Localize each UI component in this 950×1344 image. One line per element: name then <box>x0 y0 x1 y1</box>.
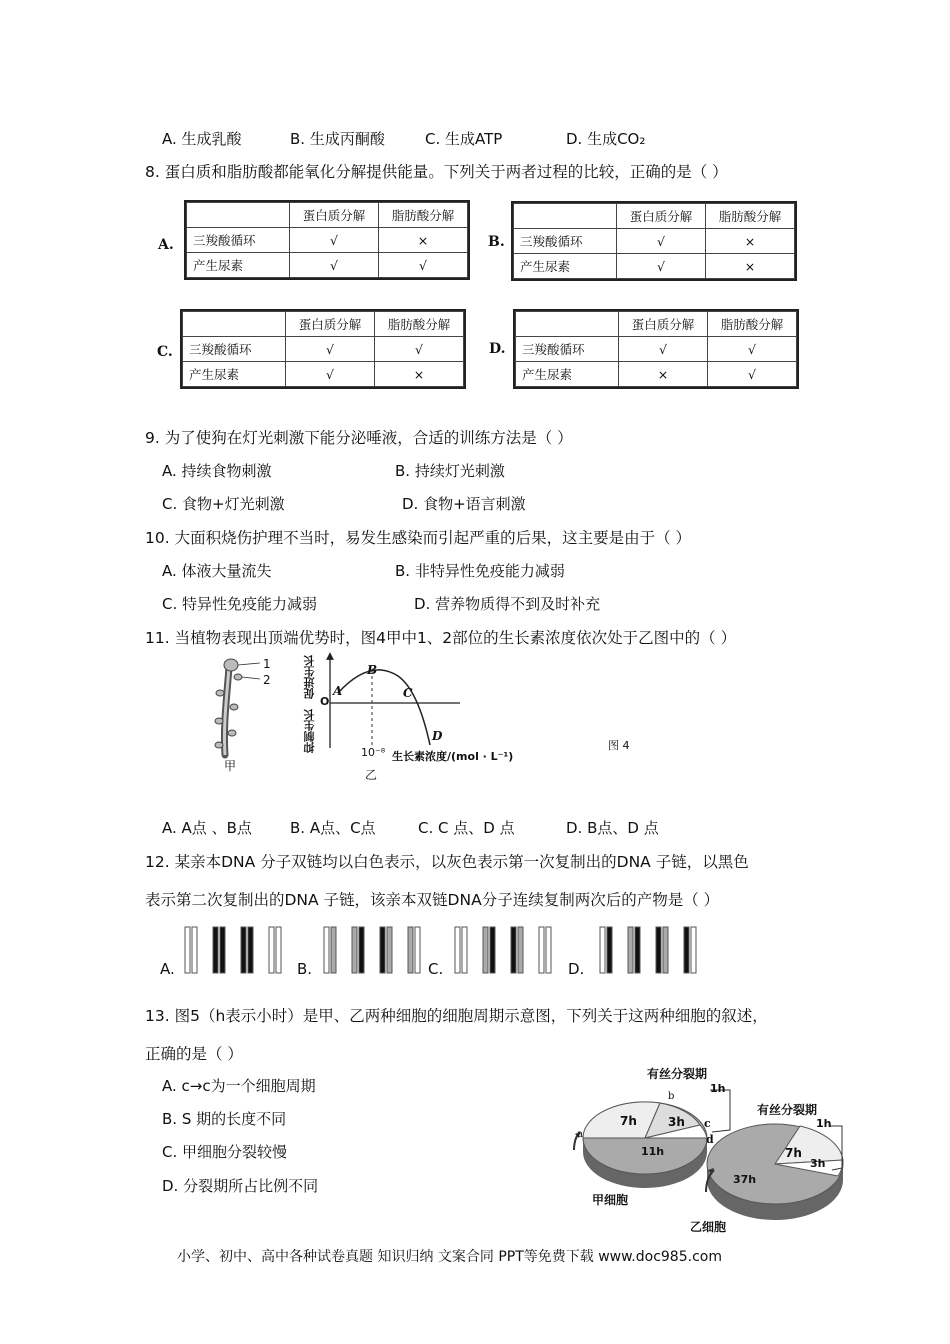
cell1-time-11h: 11h <box>641 1145 665 1158</box>
cell: × <box>379 228 468 253</box>
plant-label-2: 2 <box>263 673 271 687</box>
footer-text: 小学、初中、高中各种试卷真题 知识归纳 文案合同 PPT等免费下载 www.doc985.com <box>177 1249 722 1265</box>
row-label-tca: 三羧酸循环 <box>516 337 619 362</box>
dna-option-d <box>598 925 708 975</box>
cell: √ <box>617 229 706 254</box>
q13-stem-line1: 13. 图5（h表示小时）是甲、乙两种细胞的细胞周期示意图，下列关于这两种细胞的叙述， <box>145 1007 768 1025</box>
q10-stem: 10. 大面积烧伤护理不当时，易发生感染而引起严重的后果，这主要是由于（ ） <box>145 529 692 547</box>
cell: √ <box>708 337 797 362</box>
point-b-label: b <box>668 1091 675 1102</box>
q10-option-a: A. 体液大量流失 <box>162 562 272 580</box>
row-label-tca: 三羧酸循环 <box>183 337 286 362</box>
header-fatty-acid: 脂肪酸分解 <box>375 312 464 337</box>
point-d-label: d <box>706 1133 714 1146</box>
q11-option-c: C. C 点、D 点 <box>418 819 515 837</box>
q8-table-c-label: C. <box>157 344 173 360</box>
cell: √ <box>619 337 708 362</box>
cell: √ <box>617 254 706 279</box>
dna-option-b <box>322 925 432 975</box>
q8-table-d <box>513 309 799 389</box>
cell: √ <box>286 362 375 387</box>
q9-option-c: C. 食物+灯光刺激 <box>162 495 285 513</box>
x-axis-label: 生长素浓度/(mol · L⁻¹) <box>392 750 514 763</box>
q12-option-b-label: B. <box>297 960 313 978</box>
header-fatty-acid: 脂肪酸分解 <box>379 203 468 228</box>
graph-caption: 乙 <box>365 768 378 782</box>
cell: √ <box>375 337 464 362</box>
q13-stem-line2: 正确的是（ ） <box>145 1045 243 1063</box>
q13-option-a: A. c→c为一个细胞周期 <box>162 1077 316 1095</box>
cell: × <box>619 362 708 387</box>
q9-option-d: D. 食物+语言刺激 <box>402 495 526 513</box>
q10-option-b: B. 非特异性免疫能力减弱 <box>395 562 565 580</box>
q9-stem: 9. 为了使狗在灯光刺激下能分泌唾液，合适的训练方法是（ ） <box>145 429 573 447</box>
cell2-time-1h: 1h <box>816 1117 832 1130</box>
cell1-time-7h: 7h <box>620 1114 637 1128</box>
plant-caption: 甲 <box>224 759 237 773</box>
mitosis-label-1: 有丝分裂期 <box>647 1067 708 1081</box>
figure-4-label: 图 4 <box>608 739 630 752</box>
cell1-time-1h: 1h <box>710 1082 726 1095</box>
header-protein: 蛋白质分解 <box>617 204 706 229</box>
cell2-time-7h: 7h <box>785 1146 802 1160</box>
q7-option-d: D. 生成CO₂ <box>566 130 646 148</box>
q8-stem: 8. 蛋白质和脂肪酸都能氧化分解提供能量。下列关于两者过程的比较，正确的是（ ） <box>145 163 728 181</box>
tick-label: 10⁻⁸ <box>361 746 386 759</box>
cell: × <box>375 362 464 387</box>
q13-option-b: B. S 期的长度不同 <box>162 1110 287 1128</box>
point-d: D <box>432 729 443 743</box>
plant-figure <box>205 655 285 775</box>
row-label-urea: 产生尿素 <box>516 362 619 387</box>
dna-option-c <box>453 925 563 975</box>
cell2-time-37h: 37h <box>733 1173 757 1186</box>
cell: × <box>706 254 795 279</box>
plant-label-1: 1 <box>263 657 271 671</box>
q10-option-d: D. 营养物质得不到及时补充 <box>414 595 601 613</box>
point-b: B <box>367 663 378 677</box>
point-c-label: c <box>704 1117 711 1130</box>
q12-stem-line2: 表示第二次复制出的DNA 子链，该亲本双链DNA分子连续复制两次后的产物是（ ） <box>145 891 720 909</box>
q10-option-c: C. 特异性免疫能力减弱 <box>162 595 318 613</box>
header-protein: 蛋白质分解 <box>619 312 708 337</box>
q11-option-b: B. A点、C点 <box>290 819 376 837</box>
q12-option-c-label: C. <box>428 960 444 978</box>
q11-option-a: A. A点 、B点 <box>162 819 252 837</box>
cell: √ <box>290 253 379 278</box>
q11-option-d: D. B点、D 点 <box>566 819 659 837</box>
q8-table-a <box>184 200 470 280</box>
q13-option-d: D. 分裂期所占比例不同 <box>162 1177 319 1195</box>
q12-option-d-label: D. <box>568 960 585 978</box>
q12-stem-line1: 12. 某亲本DNA 分子双链均以白色表示，以灰色表示第一次复制出的DNA 子链，以黑色 <box>145 853 749 871</box>
q8-table-d-label: D. <box>489 341 506 357</box>
cell2-time-3h: 3h <box>810 1157 826 1170</box>
point-a: A <box>333 684 343 698</box>
header-fatty-acid: 脂肪酸分解 <box>706 204 795 229</box>
header-fatty-acid: 脂肪酸分解 <box>708 312 797 337</box>
point-a-label: a <box>577 1129 583 1140</box>
cell: √ <box>708 362 797 387</box>
origin-label: O <box>320 695 330 708</box>
row-label-tca: 三羧酸循环 <box>514 229 617 254</box>
cell2-name: 乙细胞 <box>690 1220 727 1234</box>
q8-table-b <box>511 201 797 281</box>
q8-table-c <box>180 309 466 389</box>
q7-option-c: C. 生成ATP <box>425 130 503 148</box>
cell1-name: 甲细胞 <box>592 1193 629 1207</box>
mitosis-label-2: 有丝分裂期 <box>757 1103 818 1117</box>
cell: √ <box>379 253 468 278</box>
q8-table-a-label: A. <box>158 237 174 253</box>
q7-option-a: A. 生成乳酸 <box>162 130 242 148</box>
q9-option-a: A. 持续食物刺激 <box>162 462 272 480</box>
q8-table-b-label: B. <box>488 234 505 250</box>
y-up-label: 促进生长 <box>303 655 316 699</box>
q12-option-a-label: A. <box>160 960 175 978</box>
row-label-urea: 产生尿素 <box>187 253 290 278</box>
cell: √ <box>286 337 375 362</box>
cell1-time-3h: 3h <box>668 1115 685 1129</box>
q11-stem: 11. 当植物表现出顶端优势时，图4甲中1、2部位的生长素浓度依次处于乙图中的（ ） <box>145 629 737 647</box>
y-down-label: 抑制生长 <box>303 709 316 753</box>
q13-option-c: C. 甲细胞分裂较慢 <box>162 1143 288 1161</box>
dna-option-a <box>183 925 293 975</box>
header-protein: 蛋白质分解 <box>286 312 375 337</box>
row-label-urea: 产生尿素 <box>183 362 286 387</box>
header-protein: 蛋白质分解 <box>290 203 379 228</box>
row-label-urea: 产生尿素 <box>514 254 617 279</box>
point-c: C <box>403 686 413 700</box>
cell: √ <box>290 228 379 253</box>
cell: × <box>706 229 795 254</box>
q9-option-b: B. 持续灯光刺激 <box>395 462 505 480</box>
row-label-tca: 三羧酸循环 <box>187 228 290 253</box>
q7-option-b: B. 生成丙酮酸 <box>290 130 385 148</box>
